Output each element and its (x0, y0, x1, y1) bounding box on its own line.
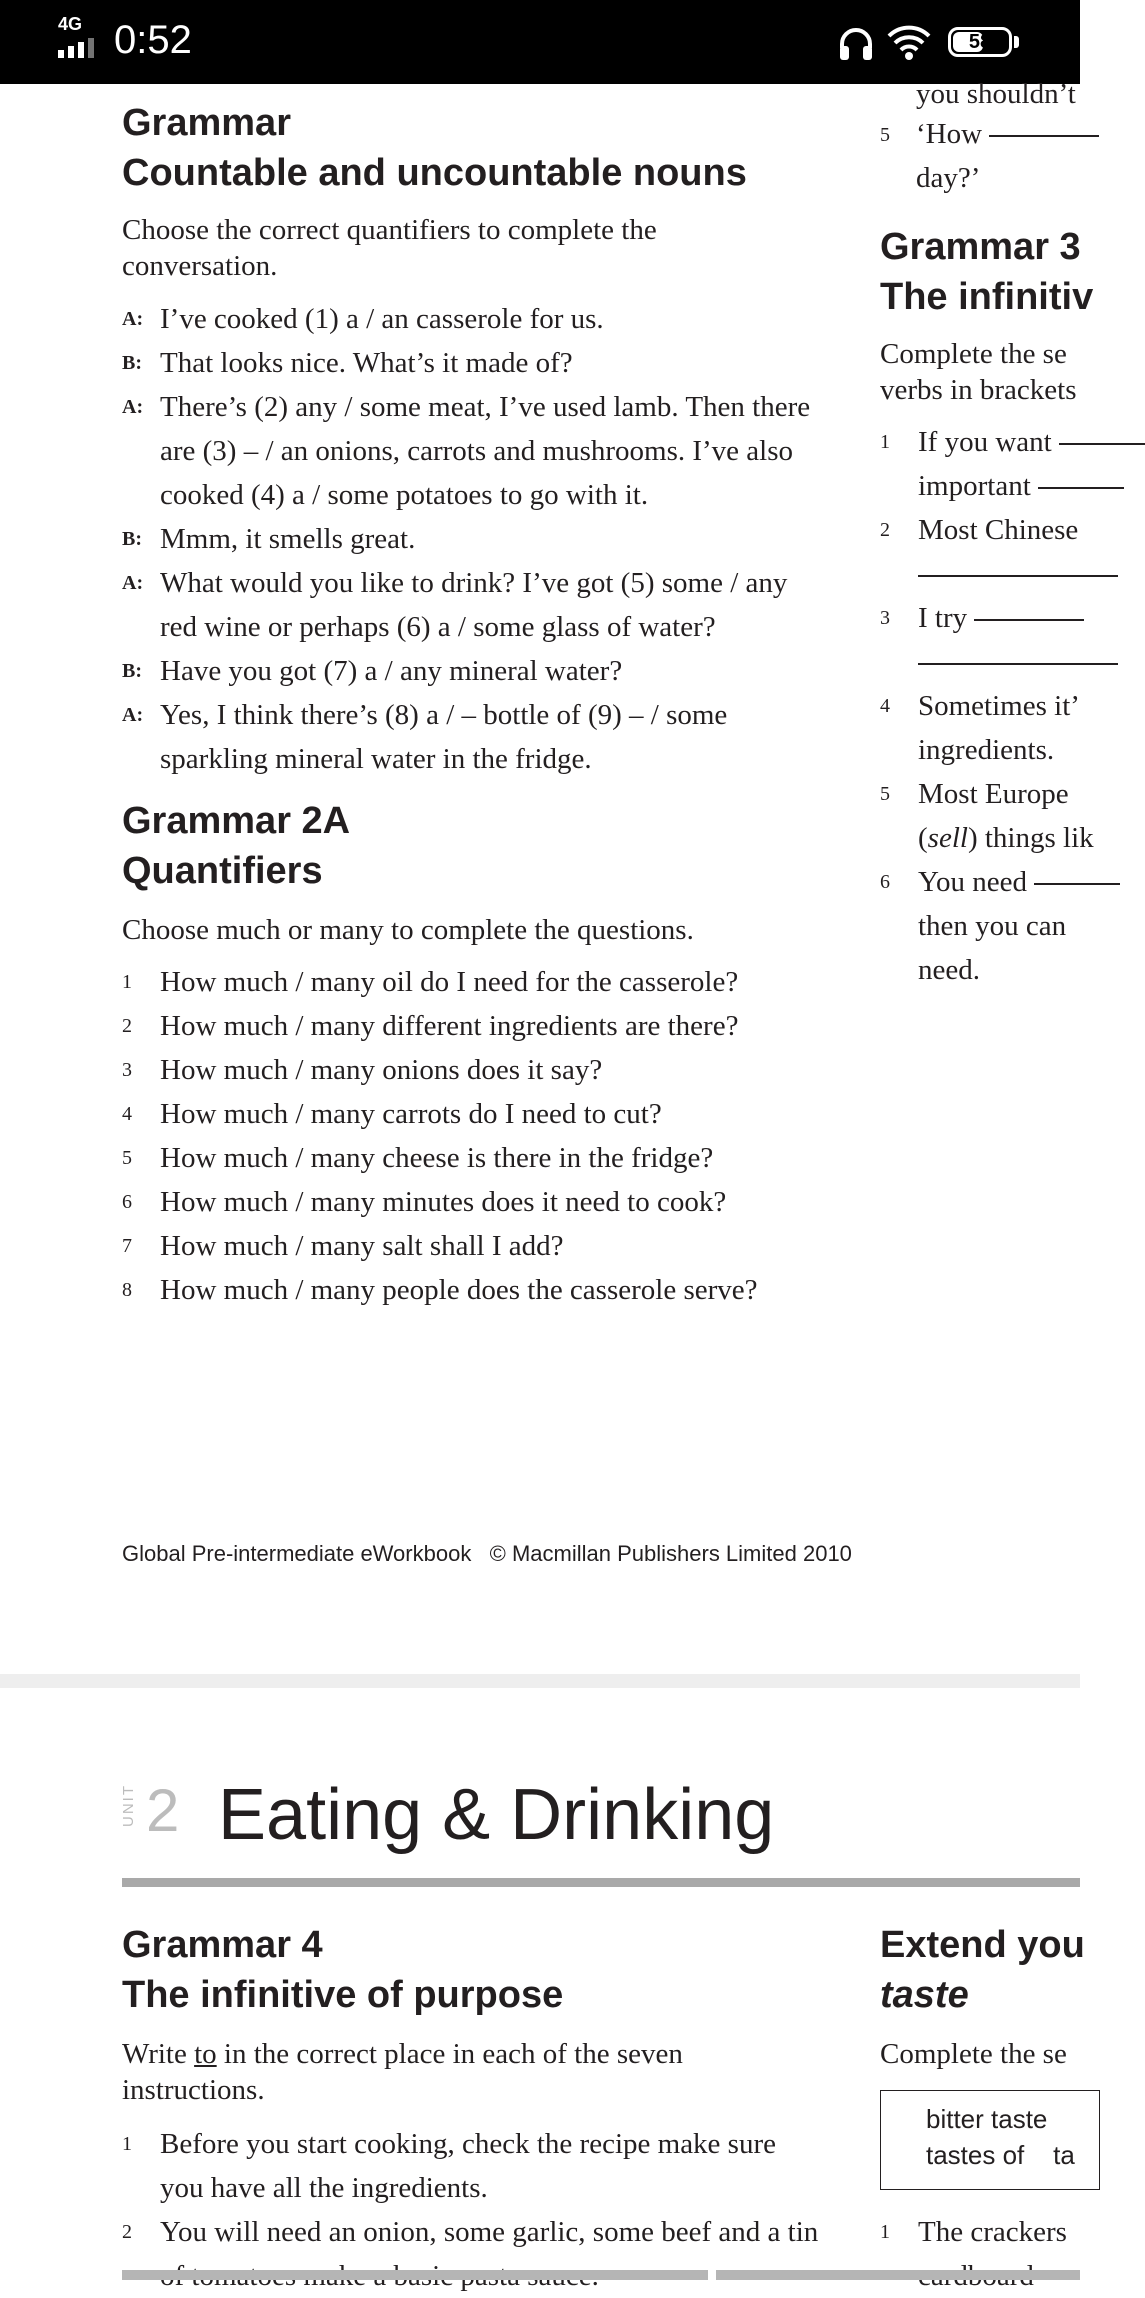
item-text: How much / many different ingredients are there? (160, 1010, 739, 1042)
wifi-icon (886, 22, 932, 62)
item-text: The crackers (918, 2216, 1067, 2248)
speaker-label: A: (122, 396, 144, 418)
unit-label: UNIT (120, 1784, 137, 1827)
instruction-text: Complete the se (880, 338, 1067, 370)
item-text: Most Europe (918, 778, 1069, 810)
exercise-list (880, 420, 1100, 992)
item-text: you have all the ingredients. (160, 2172, 488, 2204)
answer-blank (1038, 487, 1124, 489)
question-list (122, 960, 842, 1312)
speaker-label: B: (122, 352, 142, 374)
answer-blank (918, 663, 1118, 665)
unit-number: 2 (146, 1777, 180, 1844)
list-item (122, 1004, 842, 1048)
battery-level: 58 (968, 31, 992, 53)
instruction-text: Choose much or many to complete the questions. (122, 914, 694, 946)
item-text: How much / many oil do I need for the casserole? (160, 966, 739, 998)
word-box-item: bitter taste (926, 2104, 1048, 2134)
list-item-cont (880, 464, 1100, 508)
item-number: 5 (880, 783, 890, 805)
item-text: If you want (918, 426, 1052, 458)
word-box-item: tastes of ta (926, 2140, 1075, 2170)
headphones-icon (836, 24, 876, 64)
infinitive-heading: The infinitiv (880, 276, 1094, 318)
speaker-label: A: (122, 572, 144, 594)
page-divider (0, 1674, 1080, 1688)
list-item (880, 2210, 1100, 2254)
list-item (880, 684, 1100, 728)
dialogue-line (122, 693, 852, 781)
list-item (880, 508, 1100, 552)
item-number: 1 (880, 431, 890, 453)
item-text: then you can (918, 910, 1067, 942)
item-text: I try (918, 602, 968, 634)
list-item-cont (880, 728, 1100, 772)
item-number: 5 (880, 124, 890, 146)
grammar-3-heading: Grammar 3 (880, 226, 1081, 268)
network-type: 4G (58, 14, 83, 34)
dialogue-text: are (3) – / an onions, carrots and mushrooms. I’ve also (160, 435, 794, 467)
speaker-label: B: (122, 528, 142, 550)
dialogue-text: That looks nice. What’s it made of? (160, 347, 573, 379)
status-bar (0, 0, 1080, 84)
item-number: 1 (122, 971, 132, 993)
item-text: You will need an onion, some garlic, some beef and a tin (160, 2216, 819, 2248)
item-number: 1 (880, 2221, 890, 2243)
infinitive-of-purpose-heading: The infinitive of purpose (122, 1974, 564, 2016)
item-number: 3 (880, 607, 890, 629)
list-item-cont: (sell) things lik (918, 822, 1094, 854)
clock: 0:52 (114, 18, 192, 62)
item-number: 6 (122, 1191, 132, 1213)
item-number: 4 (122, 1103, 132, 1125)
instruction-keyword: to (194, 2038, 217, 2070)
instruction-text: verbs in brackets (880, 374, 1077, 406)
item-number: 6 (880, 871, 890, 893)
page-footer: Global Pre-intermediate eWorkbook © Macmillan Publishers Limited 2010 (122, 1541, 852, 1566)
taste-heading: taste (880, 1974, 969, 2016)
dialogue-line (122, 297, 852, 341)
dialogue-line (122, 341, 852, 385)
item-number: 7 (122, 1235, 132, 1257)
signal-icon (58, 36, 102, 58)
dialogue-text: Yes, I think there’s (8) a / – bottle of (9) – / some (160, 699, 728, 731)
item-text: How much / many carrots do I need to cut? (160, 1098, 662, 1130)
dialogue-line (122, 517, 852, 561)
speaker-label: A: (122, 704, 144, 726)
item-number: 1 (122, 2133, 132, 2155)
list-item-cont (880, 640, 1100, 684)
list-item (880, 860, 1100, 904)
speaker-label: B: (122, 660, 142, 682)
speaker-label: A: (122, 308, 144, 330)
fragment-text (916, 116, 1099, 152)
grammar-2a-heading: Grammar 2A (122, 800, 351, 842)
list-item (122, 1224, 842, 1268)
item-number: 5 (122, 1147, 132, 1169)
page-edge (716, 2270, 1080, 2280)
quantifiers-heading: Quantifiers (122, 850, 323, 892)
list-item (122, 1136, 842, 1180)
dialogue-text: cooked (4) a / some potatoes to go with it. (160, 479, 649, 511)
list-item (122, 1092, 842, 1136)
word-box (880, 2090, 1100, 2190)
item-text: You need (918, 866, 1028, 898)
item-text: Before you start cooking, check the recipe make sure (160, 2128, 776, 2160)
battery-icon (948, 27, 1012, 57)
list-item-cont (880, 948, 1100, 992)
dialogue-text: Mmm, it smells great. (160, 523, 416, 555)
verb-hint: sell (927, 822, 968, 854)
instruction-part: Write (122, 2038, 195, 2070)
list-item (122, 1180, 842, 1224)
dialogue-text: There’s (2) any / some meat, I’ve used lamb. Then there (160, 391, 811, 423)
item-number: 3 (122, 1059, 132, 1081)
fragment-text: you shouldn’t (916, 78, 1076, 110)
item-number: 8 (122, 1279, 132, 1301)
answer-blank (989, 135, 1099, 137)
fragment-word: ‘How (916, 118, 983, 150)
grammar-4-heading: Grammar 4 (122, 1924, 323, 1966)
list-item (122, 2122, 842, 2210)
battery-tip (1014, 36, 1019, 48)
list-item (122, 2210, 842, 2298)
instruction-part: in the correct place in each of the seven instructions. (122, 2038, 683, 2106)
list-item (880, 420, 1100, 464)
unit-rule (122, 1878, 1080, 1887)
answer-blank (1059, 443, 1145, 445)
list-item-cont (880, 904, 1100, 948)
list-item (122, 1268, 842, 1312)
item-text: important (918, 470, 1031, 502)
item-number: 2 (122, 2221, 132, 2243)
dialogue-line (122, 649, 852, 693)
list-item (880, 596, 1100, 640)
item-text: How much / many onions does it say? (160, 1054, 603, 1086)
item-text: Sometimes it’ (918, 690, 1080, 722)
list-item (122, 1048, 842, 1092)
instruction-text: Complete the se (880, 2038, 1067, 2070)
answer-blank (918, 575, 1118, 577)
list-item (122, 960, 842, 1004)
item-text: Most Chinese (918, 514, 1079, 546)
extend-heading: Extend you (880, 1924, 1085, 1966)
list-item (880, 772, 1100, 816)
dialogue-text: I’ve cooked (1) a / an casserole for us. (160, 303, 604, 335)
instruction-text: Choose the correct quantifiers to complete the conversation. (122, 214, 657, 282)
answer-blank (1034, 883, 1120, 885)
dialogue-text: sparkling mineral water in the fridge. (160, 743, 592, 775)
item-text: How much / many salt shall I add? (160, 1230, 564, 1262)
item-text: How much / many minutes does it need to cook? (160, 1186, 727, 1218)
item-number: 4 (880, 695, 890, 717)
item-text: How much / many people does the casserole serve? (160, 1274, 758, 1306)
item-number: 2 (880, 519, 890, 541)
unit-title: Eating & Drinking (218, 1775, 775, 1855)
dialogue-text: What would you like to drink? I’ve got (5) some / any (160, 567, 788, 599)
item-text: How much / many cheese is there in the fridge? (160, 1142, 714, 1174)
page-edge (122, 2270, 708, 2280)
item-text: ingredients. (918, 734, 1055, 766)
item-number: 2 (122, 1015, 132, 1037)
item-text: need. (918, 954, 980, 986)
instruction-text (122, 2036, 762, 2108)
extend-list (880, 2210, 1100, 2298)
dialogue-line (122, 561, 852, 649)
fragment-text: day?’ (916, 162, 981, 194)
answer-blank (974, 619, 1084, 621)
list-item-cont (880, 552, 1100, 596)
grammar-subheading: Countable and uncountable nouns (122, 152, 747, 194)
dialogue-text: Have you got (7) a / any mineral water? (160, 655, 623, 687)
item-text: things lik (984, 822, 1094, 854)
dialogue-line (122, 385, 852, 517)
grammar-heading: Grammar (122, 102, 291, 144)
dialogue-text: red wine or perhaps (6) a / some glass of water? (160, 611, 716, 643)
conversation (122, 297, 852, 781)
